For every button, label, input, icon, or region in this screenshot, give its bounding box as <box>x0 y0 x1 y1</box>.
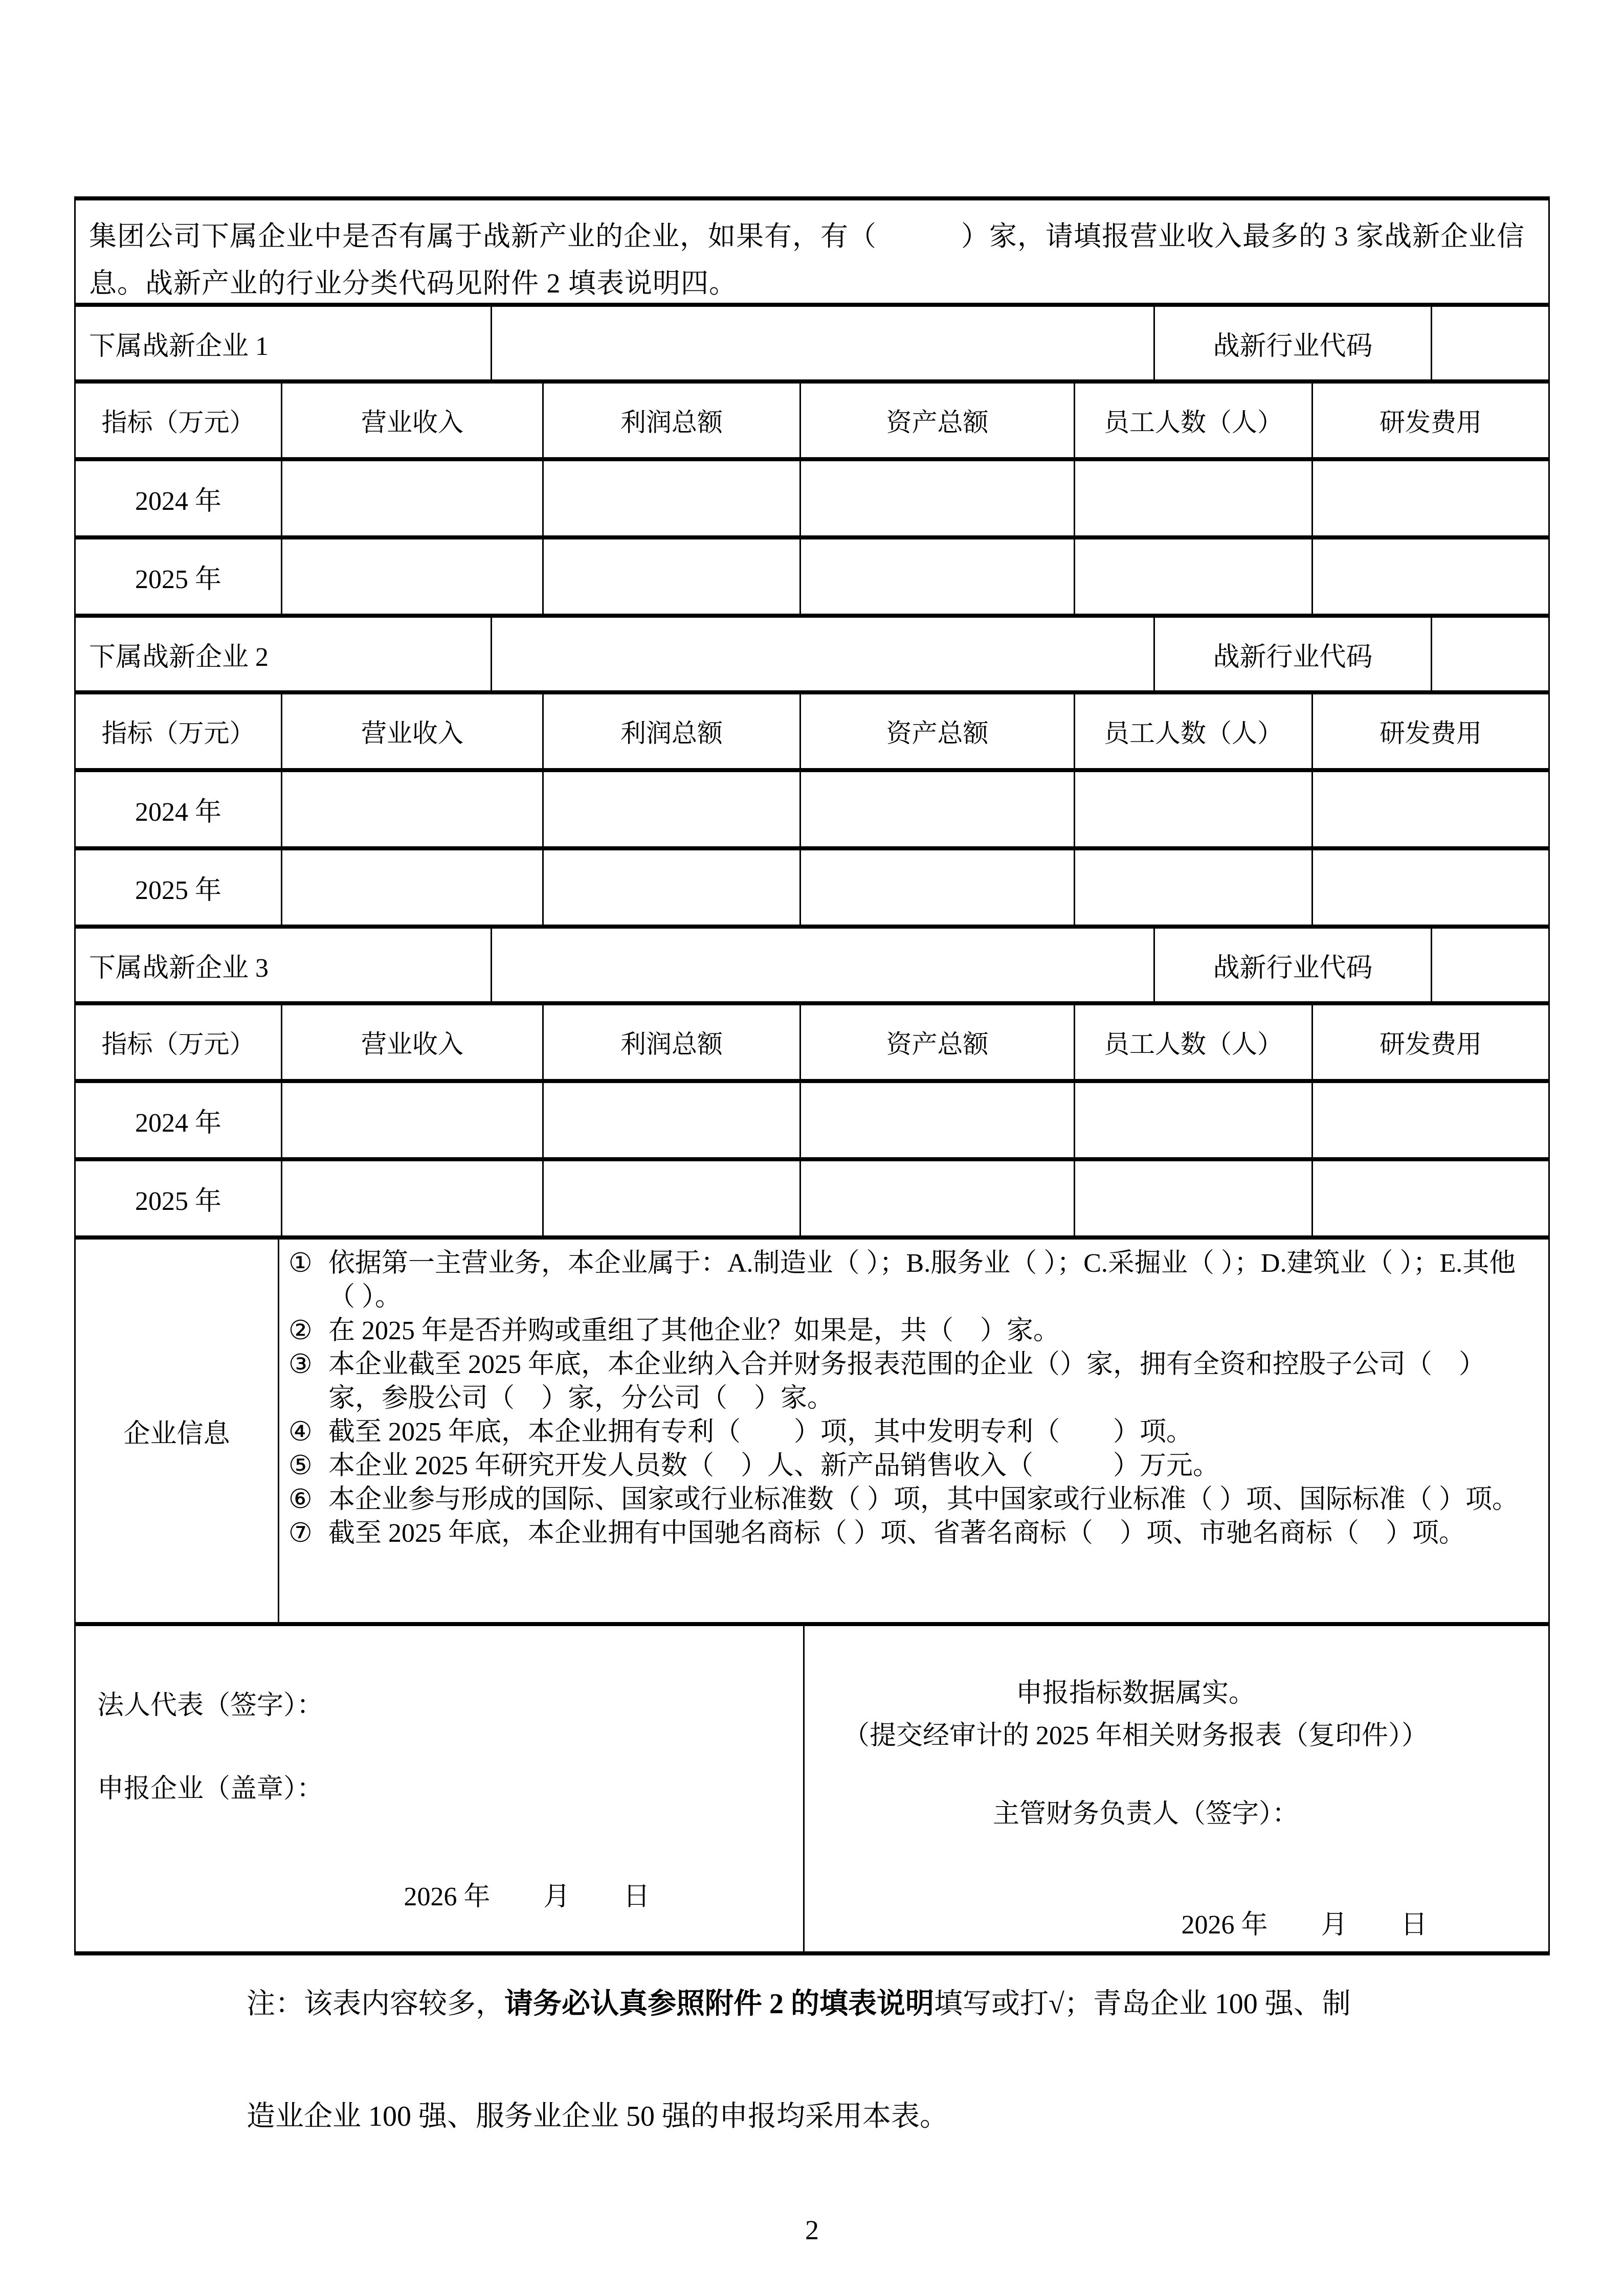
header-revenue: 营业收入 <box>282 384 544 457</box>
header-assets: 资产总额 <box>801 1005 1075 1079</box>
info-item-4-number: ④ <box>288 1417 313 1447</box>
footnote <box>247 1983 1484 2137</box>
enterprise-info-label: 企业信息 <box>76 1240 279 1622</box>
footnote-line-1 <box>247 1983 1484 2025</box>
ent2-2024-assets-cell[interactable] <box>801 772 1075 846</box>
info-item-4 <box>288 1415 1530 1449</box>
header-employees: 员工人数（人） <box>1075 694 1313 768</box>
enterprise1-label: 下属战新企业 1 <box>76 307 492 379</box>
enterprise3-label: 下属战新企业 3 <box>76 929 492 1001</box>
ent2-2025-assets-cell[interactable] <box>801 850 1075 925</box>
ent3-2024-revenue-cell[interactable] <box>282 1083 544 1157</box>
page-number: 2 <box>805 2215 819 2245</box>
info-item-5-number: ⑤ <box>288 1451 313 1480</box>
enterprise3-metric-header-row <box>76 1005 1548 1083</box>
header-profit: 利润总额 <box>544 694 801 768</box>
header-assets: 资产总额 <box>801 694 1075 768</box>
enterprise2-title-row <box>76 618 1548 694</box>
info-item-7 <box>288 1517 1530 1550</box>
header-rnd-expense: 研发费用 <box>1380 408 1482 437</box>
info-item-3-number: ③ <box>288 1350 313 1379</box>
enterprise1-industry-code-label: 战新行业代码 <box>1155 307 1432 379</box>
signature-left-cell <box>76 1626 805 1951</box>
ent1-2025-revenue-cell[interactable] <box>282 539 544 614</box>
info-item-2-number: ② <box>288 1316 313 1345</box>
header-revenue: 营业收入 <box>282 1005 544 1079</box>
ent1-2025-assets-cell[interactable] <box>801 539 1075 614</box>
ent3-2025-revenue-cell[interactable] <box>282 1161 544 1235</box>
info-item-7-text: 截至 2025 年底，本企业拥有中国驰名商标（ ）项、省著名商标（ ）项、市驰名商标（ ）项。 <box>328 1519 1466 1548</box>
enterprise-info-items <box>279 1240 1548 1622</box>
enterprise1-2025-row <box>76 539 1548 618</box>
enterprise1-title-row <box>76 307 1548 384</box>
ent3-2025-profit-cell[interactable] <box>544 1161 801 1235</box>
header-assets: 资产总额 <box>801 384 1075 457</box>
header-profit: 利润总额 <box>544 1005 801 1079</box>
ent1-2025-rnd-cell[interactable] <box>1313 539 1548 614</box>
ent2-2024-revenue-cell[interactable] <box>282 772 544 846</box>
ent3-2024-rnd-cell[interactable] <box>1313 1083 1548 1157</box>
ent1-2024-assets-cell[interactable] <box>801 461 1075 535</box>
info-item-2-text: 在 2025 年是否并购或重组了其他企业？如果是，共（ ）家。 <box>328 1316 1060 1345</box>
ent3-2025-rnd-cell[interactable] <box>1313 1161 1548 1235</box>
enterprise2-industry-code-input-cell[interactable] <box>1432 618 1548 690</box>
ent1-2024-profit-cell[interactable] <box>544 461 801 535</box>
cfo-signature-label: 主管财务负责人（签字）： <box>992 1799 1299 1829</box>
ent2-2024-rnd-cell[interactable] <box>1313 772 1548 846</box>
year-2025-label: 2025 年 <box>76 539 282 614</box>
ent1-2024-employees-cell[interactable] <box>1075 461 1313 535</box>
enterprise3-2024-row <box>76 1083 1548 1161</box>
info-item-6-number: ⑥ <box>288 1485 313 1514</box>
signature-right-date: 2026 年 月 日 <box>1181 1910 1428 1940</box>
ent1-2024-rnd-cell[interactable] <box>1313 461 1548 535</box>
year-2025-label: 2025 年 <box>76 1161 282 1235</box>
ent1-2025-employees-cell[interactable] <box>1075 539 1313 614</box>
info-item-3-text: 本企业截至 2025 年底，本企业纳入合并财务报表范围的企业（）家，拥有全资和控股子公司（ ）家，参股公司（ ）家，分公司（ ）家。 <box>328 1350 1486 1413</box>
info-item-5-text: 本企业 2025 年研究开发人员数（ ）人、新产品销售收入（ ）万元。 <box>328 1451 1220 1480</box>
enterprise1-metric-header-row <box>76 384 1548 461</box>
footnote-line-2: 造业企业 100 强、服务业企业 50 强的申报均采用本表。 <box>247 2101 948 2132</box>
info-item-6 <box>288 1483 1530 1517</box>
enterprise2-label: 下属战新企业 2 <box>76 618 492 690</box>
enterprise-info-row <box>76 1240 1548 1626</box>
info-item-2 <box>288 1314 1530 1348</box>
legal-representative-signature-label: 法人代表（签字）： <box>97 1691 324 1720</box>
year-2025-label: 2025 年 <box>76 850 282 925</box>
info-item-1-text: 依据第一主营业务，本企业属于：A.制造业（ ）；B.服务业（ ）；C.采掘业（ ）；D.建筑业（ ）；E.其他（ ）。 <box>328 1249 1516 1312</box>
enterprise3-industry-code-input-cell[interactable] <box>1432 929 1548 1001</box>
ent2-2025-rnd-cell[interactable] <box>1313 850 1548 925</box>
audited-statements-note: （提交经审计的 2025 年相关财务报表（复印件）） <box>842 1721 1428 1750</box>
intro-row <box>76 200 1548 307</box>
info-item-7-number: ⑦ <box>288 1519 313 1548</box>
info-item-1-number: ① <box>288 1249 313 1278</box>
signature-right-cell <box>805 1626 1548 1951</box>
enterprise3-name-input-cell[interactable] <box>492 929 1155 1001</box>
info-item-1 <box>288 1247 1530 1314</box>
header-employees: 员工人数（人） <box>1075 1005 1313 1079</box>
ent2-2025-profit-cell[interactable] <box>544 850 801 925</box>
info-item-4-text: 截至 2025 年底，本企业拥有专利（ ）项，其中发明专利（ ）项。 <box>328 1417 1193 1447</box>
header-revenue: 营业收入 <box>282 694 544 768</box>
ent2-2025-revenue-cell[interactable] <box>282 850 544 925</box>
year-2024-label: 2024 年 <box>76 461 282 535</box>
header-rnd-expense: 研发费用 <box>1380 719 1482 748</box>
header-profit: 利润总额 <box>544 384 801 457</box>
ent2-2025-employees-cell[interactable] <box>1075 850 1313 925</box>
signature-row <box>76 1626 1548 1951</box>
ent2-2024-employees-cell[interactable] <box>1075 772 1313 846</box>
enterprise2-industry-code-label: 战新行业代码 <box>1155 618 1432 690</box>
header-employees: 员工人数（人） <box>1075 384 1313 457</box>
year-2024-label: 2024 年 <box>76 1083 282 1157</box>
enterprise3-title-row <box>76 929 1548 1005</box>
year-2024-label: 2024 年 <box>76 772 282 846</box>
ent3-2024-assets-cell[interactable] <box>801 1083 1075 1157</box>
intro-text: 集团公司下属企业中是否有属于战新产业的企业，如果有，有（ ）家，请填报营业收入最多的 3 家战新企业信息。战新产业的行业分类代码见附件 2 填表说明四。 <box>89 221 1525 299</box>
data-truthfulness-declaration: 申报指标数据属实。 <box>1015 1679 1255 1708</box>
signature-left-date: 2026 年 月 日 <box>404 1882 650 1911</box>
enterprise2-name-input-cell[interactable] <box>492 618 1155 690</box>
ent3-2025-assets-cell[interactable] <box>801 1161 1075 1235</box>
ent3-2025-employees-cell[interactable] <box>1075 1161 1313 1235</box>
header-rnd-expense: 研发费用 <box>1380 1030 1482 1059</box>
enterprise1-name-input-cell[interactable] <box>492 307 1155 379</box>
ent2-2024-profit-cell[interactable] <box>544 772 801 846</box>
enterprise2-2025-row <box>76 850 1548 929</box>
enterprise2-metric-header-row <box>76 694 1548 772</box>
ent3-2024-profit-cell[interactable] <box>544 1083 801 1157</box>
ent1-2025-profit-cell[interactable] <box>544 539 801 614</box>
enterprise3-2025-row <box>76 1161 1548 1240</box>
info-item-6-text: 本企业参与形成的国际、国家或行业标准数（ ）项，其中国家或行业标准（ ）项、国际标准（ ）项。 <box>328 1485 1519 1514</box>
info-item-5 <box>288 1449 1530 1483</box>
declaring-enterprise-seal-label: 申报企业（盖章）： <box>97 1774 324 1804</box>
header-indicator: 指标（万元） <box>76 384 282 457</box>
footnote-suffix: 填写或打√；青岛企业 100 强、制 <box>934 1988 1351 2020</box>
info-item-3 <box>288 1348 1530 1415</box>
footnote-bold-text: 请务必认真参照附件 2 的填表说明 <box>504 1988 934 2020</box>
enterprise1-2024-row <box>76 461 1548 539</box>
header-indicator: 指标（万元） <box>76 694 282 768</box>
footnote-prefix: 注：该表内容较多， <box>247 1988 504 2020</box>
enterprise3-industry-code-label: 战新行业代码 <box>1155 929 1432 1001</box>
enterprise2-2024-row <box>76 772 1548 850</box>
strategic-emerging-enterprise-form-table <box>74 196 1550 1955</box>
enterprise1-industry-code-input-cell[interactable] <box>1432 307 1548 379</box>
ent1-2024-revenue-cell[interactable] <box>282 461 544 535</box>
ent3-2024-employees-cell[interactable] <box>1075 1083 1313 1157</box>
header-indicator: 指标（万元） <box>76 1005 282 1079</box>
